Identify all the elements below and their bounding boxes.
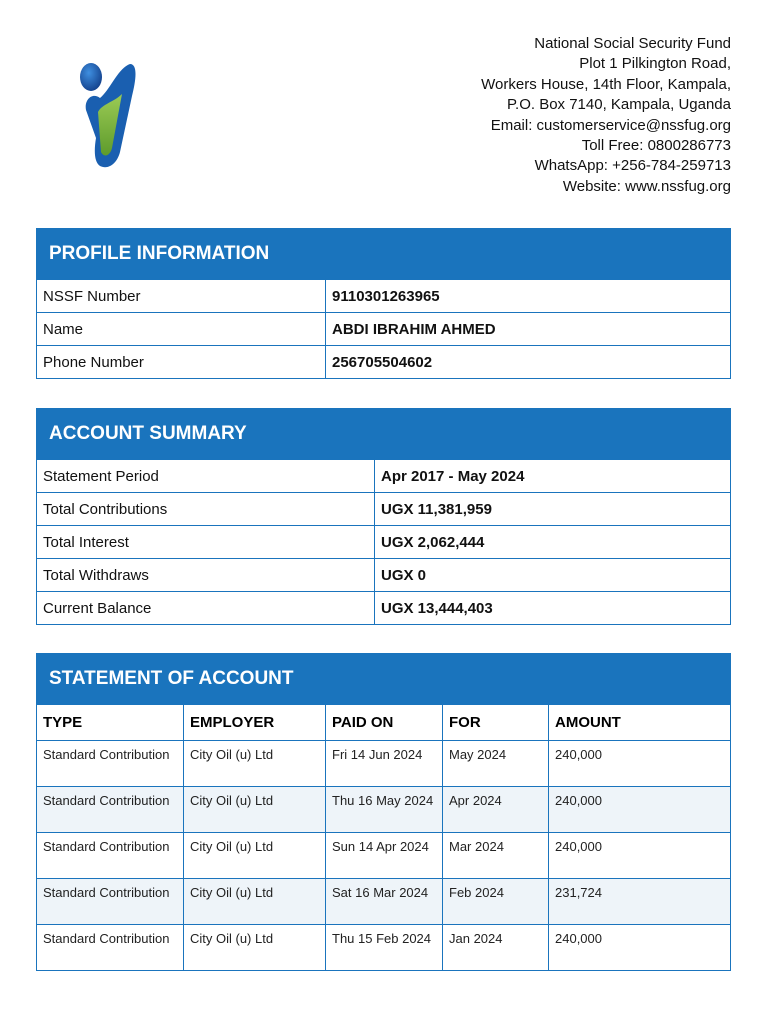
organization-address <box>481 34 731 197</box>
cell-paid-on: Thu 15 Feb 2024 <box>326 925 443 971</box>
toll-free-line: Toll Free: 0800286773 <box>581 137 731 155</box>
cell-type: Standard Contribution <box>37 879 184 925</box>
cell-paid-on: Thu 16 May 2024 <box>326 787 443 833</box>
account-summary-title: ACCOUNT SUMMARY <box>36 408 731 459</box>
column-header-type: TYPE <box>37 705 184 741</box>
nssf-number-label: NSSF Number <box>37 280 326 313</box>
current-balance-value: UGX 13,444,403 <box>375 592 731 625</box>
address-line: Plot 1 Pilkington Road, <box>579 55 731 73</box>
statement-period-label: Statement Period <box>37 460 375 493</box>
nssf-logo-icon <box>78 60 140 170</box>
current-balance-label: Current Balance <box>37 592 375 625</box>
statement-period-value: Apr 2017 - May 2024 <box>375 460 731 493</box>
table-row <box>37 559 731 592</box>
table-row <box>37 879 731 925</box>
table-row <box>37 460 731 493</box>
table-header-row <box>37 705 731 741</box>
table-row <box>37 741 731 787</box>
cell-for: Apr 2024 <box>443 787 549 833</box>
total-contributions-value: UGX 11,381,959 <box>375 493 731 526</box>
statement-section <box>36 653 731 971</box>
cell-type: Standard Contribution <box>37 787 184 833</box>
cell-employer: City Oil (u) Ltd <box>184 833 326 879</box>
address-line: Workers House, 14th Floor, Kampala, <box>481 75 731 93</box>
table-row <box>37 346 731 379</box>
column-header-paid-on: PAID ON <box>326 705 443 741</box>
cell-paid-on: Sun 14 Apr 2024 <box>326 833 443 879</box>
cell-amount: 240,000 <box>549 833 731 879</box>
total-interest-label: Total Interest <box>37 526 375 559</box>
email-line: Email: customerservice@nssfug.org <box>490 116 731 134</box>
address-line: P.O. Box 7140, Kampala, Uganda <box>506 96 731 114</box>
cell-paid-on: Fri 14 Jun 2024 <box>326 741 443 787</box>
table-row <box>37 526 731 559</box>
cell-type: Standard Contribution <box>37 925 184 971</box>
profile-title: PROFILE INFORMATION <box>36 228 731 279</box>
total-contributions-label: Total Contributions <box>37 493 375 526</box>
phone-number-label: Phone Number <box>37 346 326 379</box>
cell-for: May 2024 <box>443 741 549 787</box>
table-row <box>37 833 731 879</box>
column-header-for: FOR <box>443 705 549 741</box>
profile-table <box>36 279 731 379</box>
nssf-number-value: 9110301263965 <box>326 280 731 313</box>
phone-number-value: 256705504602 <box>326 346 731 379</box>
total-withdraws-label: Total Withdraws <box>37 559 375 592</box>
cell-employer: City Oil (u) Ltd <box>184 787 326 833</box>
website-line: Website: www.nssfug.org <box>562 177 731 195</box>
cell-employer: City Oil (u) Ltd <box>184 879 326 925</box>
total-interest-value: UGX 2,062,444 <box>375 526 731 559</box>
total-withdraws-value: UGX 0 <box>375 559 731 592</box>
column-header-amount: AMOUNT <box>549 705 731 741</box>
name-value: ABDI IBRAHIM AHMED <box>326 313 731 346</box>
cell-for: Mar 2024 <box>443 833 549 879</box>
address-line: National Social Security Fund <box>534 35 731 52</box>
name-label: Name <box>37 313 326 346</box>
table-row <box>37 493 731 526</box>
cell-employer: City Oil (u) Ltd <box>184 741 326 787</box>
table-row <box>37 787 731 833</box>
account-summary-section <box>36 408 731 625</box>
cell-paid-on: Sat 16 Mar 2024 <box>326 879 443 925</box>
table-row <box>37 280 731 313</box>
cell-amount: 240,000 <box>549 925 731 971</box>
statement-title: STATEMENT OF ACCOUNT <box>36 653 731 704</box>
cell-type: Standard Contribution <box>37 741 184 787</box>
profile-section <box>36 228 731 379</box>
whatsapp-line: WhatsApp: +256-784-259713 <box>534 157 731 175</box>
cell-for: Jan 2024 <box>443 925 549 971</box>
table-row <box>37 592 731 625</box>
column-header-employer: EMPLOYER <box>184 705 326 741</box>
cell-amount: 240,000 <box>549 787 731 833</box>
cell-amount: 240,000 <box>549 741 731 787</box>
account-summary-table <box>36 459 731 625</box>
cell-amount: 231,724 <box>549 879 731 925</box>
statement-table <box>36 704 731 971</box>
cell-type: Standard Contribution <box>37 833 184 879</box>
table-row <box>37 925 731 971</box>
cell-for: Feb 2024 <box>443 879 549 925</box>
cell-employer: City Oil (u) Ltd <box>184 925 326 971</box>
table-row <box>37 313 731 346</box>
